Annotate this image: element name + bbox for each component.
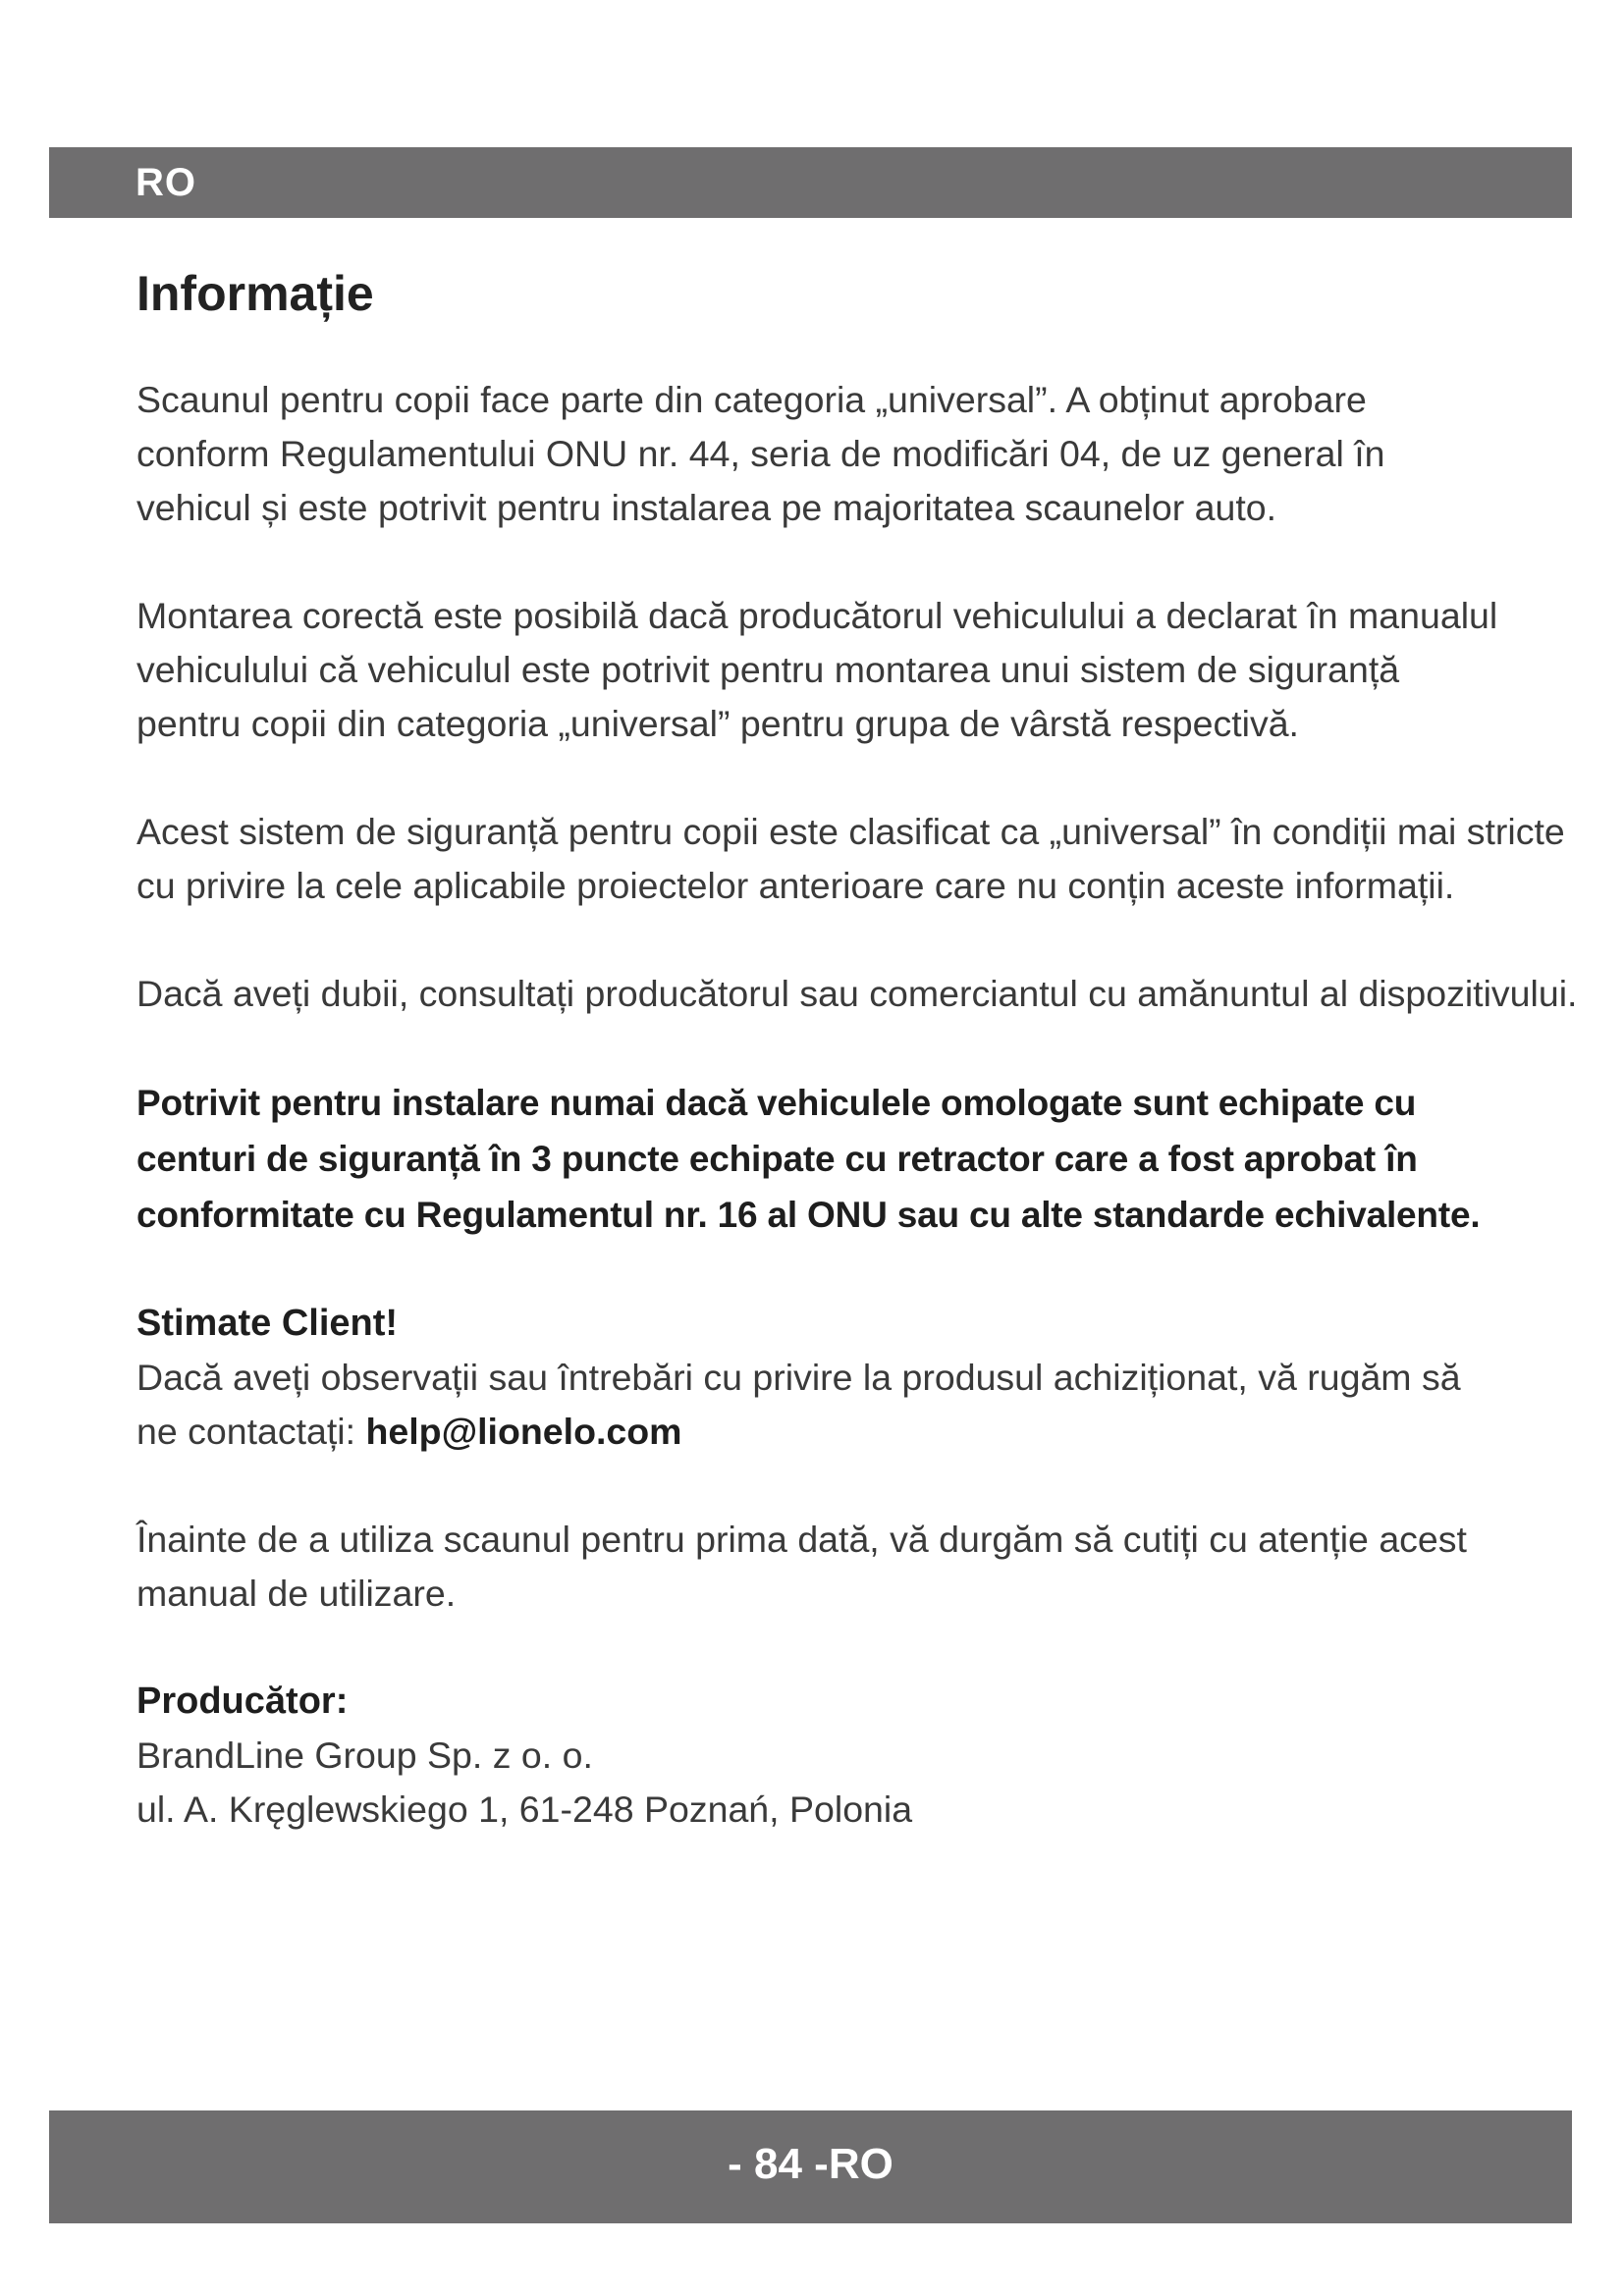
producer-section <box>136 1675 1580 1837</box>
paragraph-approval <box>136 373 1580 535</box>
paragraph-line: Montarea corectă este posibilă dacă producătorul vehiculului a declarat în manualul <box>136 595 1498 636</box>
paragraph-line: conform Regulamentului ONU nr. 44, seria de modificări 04, de uz general în <box>136 433 1385 474</box>
warning-line: conformitate cu Regulamentul nr. 16 al ONU sau cu alte standarde echivalente. <box>136 1195 1481 1235</box>
producer-heading: Producător: <box>136 1681 349 1722</box>
producer-address: ul. A. Kręglewskiego 1, 61-248 Poznań, Polonia <box>136 1789 913 1830</box>
warning-line: Potrivit pentru instalare numai dacă vehiculele omologate sunt echipate cu <box>136 1083 1417 1123</box>
paragraph-mounting <box>136 589 1580 751</box>
warning-paragraph <box>136 1075 1580 1243</box>
paragraph-classification <box>136 805 1580 913</box>
paragraph-line: Dacă aveți dubii, consultați producătorul sau comerciantul cu amănuntul al dispozitivului. <box>136 973 1578 1014</box>
warning-line: centuri de siguranță în 3 puncte echipate cu retractor care a fost aprobat în <box>136 1139 1418 1179</box>
producer-name: BrandLine Group Sp. z o. o. <box>136 1735 593 1776</box>
contact-prefix: ne contactați: <box>136 1411 366 1452</box>
paragraph-line: cu privire la cele aplicabile proiectelor anterioare care nu conțin aceste informații. <box>136 865 1455 906</box>
paragraph-line: pentru copii din categoria „universal” pentru grupa de vârstă respectivă. <box>136 703 1299 744</box>
paragraph-line: vehicul și este potrivit pentru instalarea pe majoritatea scaunelor auto. <box>136 487 1277 528</box>
paragraph-line: Înainte de a utiliza scaunul pentru prima dată, vă durgăm să cutiți cu atenție acest <box>136 1519 1467 1560</box>
contact-section <box>136 1297 1580 1459</box>
page-number: - 84 -RO <box>728 2140 893 2188</box>
footer-bar <box>49 2110 1572 2223</box>
paragraph-line: Scaunul pentru copii face parte din categoria „universal”. A obținut aprobare <box>136 379 1367 420</box>
paragraph-line: Acest sistem de siguranță pentru copii este clasificat ca „universal” în condiții mai stricte <box>136 811 1565 852</box>
language-label: RO <box>135 161 196 204</box>
contact-email-link[interactable]: help@lionelo.com <box>365 1411 682 1452</box>
contact-line <box>136 1405 1580 1459</box>
paragraph-doubts <box>136 967 1580 1021</box>
page-title: Informație <box>136 266 374 321</box>
contact-line: Dacă aveți observații sau întrebări cu privire la produsul achiziționat, vă rugăm să <box>136 1357 1461 1398</box>
contact-heading: Stimate Client! <box>136 1303 399 1344</box>
notice-paragraph <box>136 1513 1580 1621</box>
main-content <box>136 257 1580 1837</box>
paragraph-line: manual de utilizare. <box>136 1573 457 1614</box>
paragraph-line: vehiculului că vehiculul este potrivit pentru montarea unui sistem de siguranță <box>136 649 1400 690</box>
header-bar <box>49 147 1572 218</box>
